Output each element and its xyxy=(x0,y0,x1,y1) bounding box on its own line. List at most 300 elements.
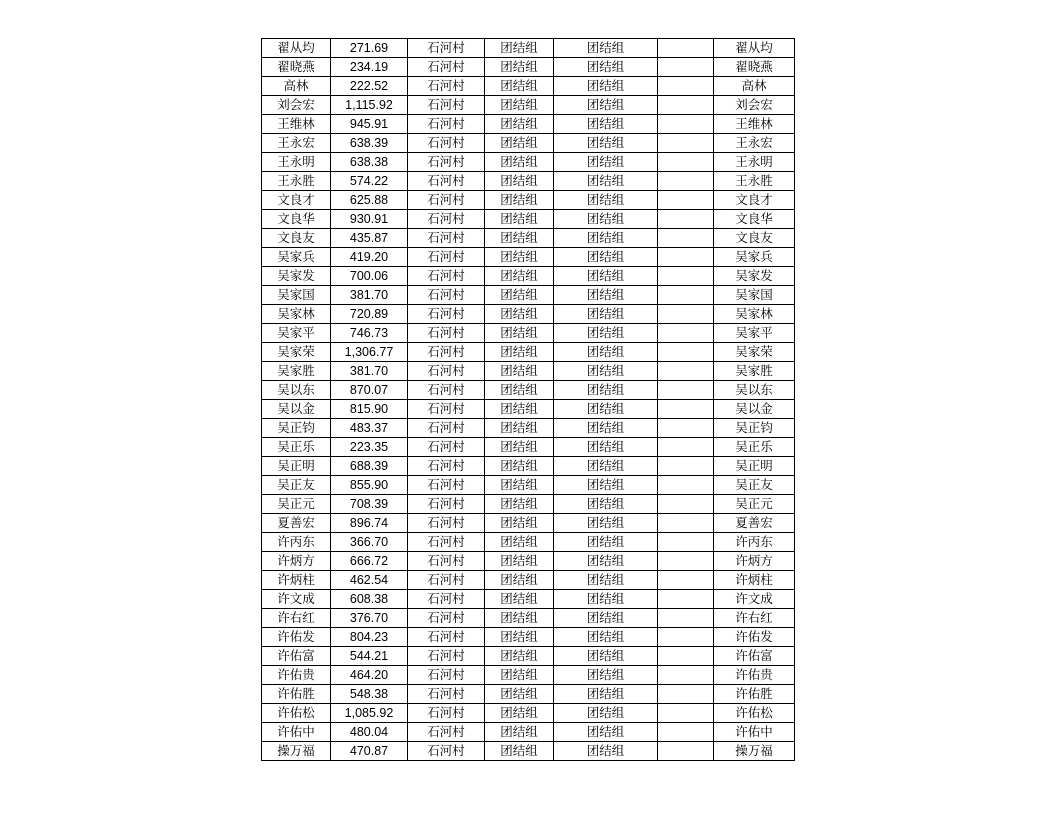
cell-name-2: 夏善宏 xyxy=(714,514,795,533)
cell-group: 团结组 xyxy=(485,571,554,590)
cell-name: 吴家国 xyxy=(262,286,331,305)
cell-group: 团结组 xyxy=(485,552,554,571)
table-row xyxy=(262,210,795,229)
cell-group: 团结组 xyxy=(485,381,554,400)
cell-amount: 945.91 xyxy=(331,115,408,134)
table-row xyxy=(262,248,795,267)
cell-blank xyxy=(658,438,714,457)
cell-group-2: 团结组 xyxy=(554,742,658,761)
cell-amount: 896.74 xyxy=(331,514,408,533)
table-row xyxy=(262,609,795,628)
cell-blank xyxy=(658,381,714,400)
cell-amount: 464.20 xyxy=(331,666,408,685)
cell-blank xyxy=(658,685,714,704)
cell-name-2: 王维林 xyxy=(714,115,795,134)
cell-village: 石河村 xyxy=(408,609,485,628)
table-row xyxy=(262,324,795,343)
cell-blank xyxy=(658,286,714,305)
cell-group-2: 团结组 xyxy=(554,647,658,666)
cell-name: 王永宏 xyxy=(262,134,331,153)
cell-name: 许炳柱 xyxy=(262,571,331,590)
data-table xyxy=(261,38,795,761)
cell-amount: 376.70 xyxy=(331,609,408,628)
cell-group-2: 团结组 xyxy=(554,400,658,419)
cell-amount: 855.90 xyxy=(331,476,408,495)
cell-blank xyxy=(658,666,714,685)
cell-group: 团结组 xyxy=(485,628,554,647)
cell-group-2: 团结组 xyxy=(554,628,658,647)
cell-amount: 1,085.92 xyxy=(331,704,408,723)
cell-group: 团结组 xyxy=(485,438,554,457)
table-row xyxy=(262,533,795,552)
cell-village: 石河村 xyxy=(408,571,485,590)
cell-group: 团结组 xyxy=(485,533,554,552)
cell-amount: 708.39 xyxy=(331,495,408,514)
cell-blank xyxy=(658,248,714,267)
cell-amount: 870.07 xyxy=(331,381,408,400)
cell-amount: 720.89 xyxy=(331,305,408,324)
cell-name: 吴家林 xyxy=(262,305,331,324)
cell-amount: 548.38 xyxy=(331,685,408,704)
cell-name-2: 吴以东 xyxy=(714,381,795,400)
cell-group-2: 团结组 xyxy=(554,552,658,571)
cell-name: 许佑中 xyxy=(262,723,331,742)
table-row xyxy=(262,362,795,381)
cell-blank xyxy=(658,172,714,191)
cell-name: 许佑富 xyxy=(262,647,331,666)
table-row xyxy=(262,153,795,172)
cell-amount: 381.70 xyxy=(331,362,408,381)
cell-name: 高林 xyxy=(262,77,331,96)
cell-group: 团结组 xyxy=(485,590,554,609)
cell-blank xyxy=(658,58,714,77)
cell-blank xyxy=(658,533,714,552)
cell-name: 吴家发 xyxy=(262,267,331,286)
cell-village: 石河村 xyxy=(408,286,485,305)
cell-village: 石河村 xyxy=(408,685,485,704)
cell-name-2: 吴家平 xyxy=(714,324,795,343)
cell-name: 刘会宏 xyxy=(262,96,331,115)
cell-blank xyxy=(658,267,714,286)
cell-group-2: 团结组 xyxy=(554,495,658,514)
cell-amount: 574.22 xyxy=(331,172,408,191)
cell-name-2: 许佑胜 xyxy=(714,685,795,704)
cell-group-2: 团结组 xyxy=(554,58,658,77)
cell-name: 许佑发 xyxy=(262,628,331,647)
cell-blank xyxy=(658,39,714,58)
cell-group: 团结组 xyxy=(485,324,554,343)
cell-name-2: 吴以金 xyxy=(714,400,795,419)
table-row xyxy=(262,704,795,723)
cell-village: 石河村 xyxy=(408,134,485,153)
cell-name: 翟从均 xyxy=(262,39,331,58)
cell-blank xyxy=(658,77,714,96)
cell-name: 王维林 xyxy=(262,115,331,134)
cell-group: 团结组 xyxy=(485,286,554,305)
cell-village: 石河村 xyxy=(408,666,485,685)
cell-name: 吴家兵 xyxy=(262,248,331,267)
cell-group: 团结组 xyxy=(485,362,554,381)
cell-name-2: 吴家胜 xyxy=(714,362,795,381)
cell-amount: 470.87 xyxy=(331,742,408,761)
cell-group-2: 团结组 xyxy=(554,96,658,115)
cell-blank xyxy=(658,324,714,343)
table-row xyxy=(262,628,795,647)
table-row xyxy=(262,39,795,58)
table-row xyxy=(262,286,795,305)
cell-name-2: 许右红 xyxy=(714,609,795,628)
cell-amount: 804.23 xyxy=(331,628,408,647)
cell-name-2: 操万福 xyxy=(714,742,795,761)
cell-blank xyxy=(658,96,714,115)
cell-group-2: 团结组 xyxy=(554,248,658,267)
cell-amount: 625.88 xyxy=(331,191,408,210)
cell-amount: 480.04 xyxy=(331,723,408,742)
cell-name: 吴正元 xyxy=(262,495,331,514)
table-row xyxy=(262,685,795,704)
cell-amount: 746.73 xyxy=(331,324,408,343)
cell-village: 石河村 xyxy=(408,362,485,381)
cell-name-2: 许佑发 xyxy=(714,628,795,647)
cell-group-2: 团结组 xyxy=(554,438,658,457)
cell-group-2: 团结组 xyxy=(554,362,658,381)
cell-village: 石河村 xyxy=(408,343,485,362)
cell-group-2: 团结组 xyxy=(554,172,658,191)
cell-group: 团结组 xyxy=(485,704,554,723)
cell-name: 许丙东 xyxy=(262,533,331,552)
cell-name-2: 许炳方 xyxy=(714,552,795,571)
table-row xyxy=(262,96,795,115)
cell-group: 团结组 xyxy=(485,172,554,191)
cell-amount: 608.38 xyxy=(331,590,408,609)
cell-blank xyxy=(658,419,714,438)
table-row xyxy=(262,571,795,590)
table-row xyxy=(262,267,795,286)
cell-name-2: 吴家兵 xyxy=(714,248,795,267)
cell-name-2: 吴家荣 xyxy=(714,343,795,362)
cell-name-2: 吴正元 xyxy=(714,495,795,514)
cell-name-2: 吴正友 xyxy=(714,476,795,495)
cell-group: 团结组 xyxy=(485,685,554,704)
cell-blank xyxy=(658,305,714,324)
cell-group-2: 团结组 xyxy=(554,77,658,96)
cell-name-2: 文良友 xyxy=(714,229,795,248)
cell-group-2: 团结组 xyxy=(554,457,658,476)
cell-group: 团结组 xyxy=(485,248,554,267)
cell-name-2: 文良才 xyxy=(714,191,795,210)
cell-village: 石河村 xyxy=(408,590,485,609)
table-row xyxy=(262,590,795,609)
cell-group: 团结组 xyxy=(485,514,554,533)
cell-group: 团结组 xyxy=(485,476,554,495)
cell-name-2: 吴正乐 xyxy=(714,438,795,457)
cell-name: 许右红 xyxy=(262,609,331,628)
cell-village: 石河村 xyxy=(408,476,485,495)
cell-village: 石河村 xyxy=(408,457,485,476)
cell-group: 团结组 xyxy=(485,400,554,419)
cell-name-2: 吴正钧 xyxy=(714,419,795,438)
cell-amount: 435.87 xyxy=(331,229,408,248)
cell-name: 吴以东 xyxy=(262,381,331,400)
cell-name: 吴家平 xyxy=(262,324,331,343)
cell-name-2: 吴家林 xyxy=(714,305,795,324)
cell-village: 石河村 xyxy=(408,77,485,96)
table-row xyxy=(262,419,795,438)
cell-name: 夏善宏 xyxy=(262,514,331,533)
cell-blank xyxy=(658,362,714,381)
table-row xyxy=(262,666,795,685)
cell-name-2: 许炳柱 xyxy=(714,571,795,590)
cell-blank xyxy=(658,400,714,419)
cell-name: 吴正明 xyxy=(262,457,331,476)
cell-group: 团结组 xyxy=(485,229,554,248)
cell-amount: 666.72 xyxy=(331,552,408,571)
cell-name-2: 刘会宏 xyxy=(714,96,795,115)
cell-name-2: 吴家发 xyxy=(714,267,795,286)
cell-name-2: 许文成 xyxy=(714,590,795,609)
cell-amount: 688.39 xyxy=(331,457,408,476)
cell-name: 王永胜 xyxy=(262,172,331,191)
cell-amount: 381.70 xyxy=(331,286,408,305)
cell-amount: 1,306.77 xyxy=(331,343,408,362)
cell-group: 团结组 xyxy=(485,305,554,324)
cell-amount: 700.06 xyxy=(331,267,408,286)
cell-village: 石河村 xyxy=(408,229,485,248)
cell-blank xyxy=(658,609,714,628)
cell-group-2: 团结组 xyxy=(554,343,658,362)
table-row xyxy=(262,381,795,400)
cell-amount: 462.54 xyxy=(331,571,408,590)
cell-name: 文良华 xyxy=(262,210,331,229)
cell-blank xyxy=(658,647,714,666)
table-row xyxy=(262,191,795,210)
table-row xyxy=(262,229,795,248)
cell-amount: 483.37 xyxy=(331,419,408,438)
cell-name-2: 许丙东 xyxy=(714,533,795,552)
cell-name-2: 翟从均 xyxy=(714,39,795,58)
cell-name: 吴家荣 xyxy=(262,343,331,362)
cell-name-2: 高林 xyxy=(714,77,795,96)
cell-name-2: 王永宏 xyxy=(714,134,795,153)
cell-name: 翟晓燕 xyxy=(262,58,331,77)
cell-village: 石河村 xyxy=(408,381,485,400)
cell-group-2: 团结组 xyxy=(554,609,658,628)
cell-amount: 638.39 xyxy=(331,134,408,153)
table-row xyxy=(262,400,795,419)
cell-amount: 223.35 xyxy=(331,438,408,457)
cell-name-2: 吴家国 xyxy=(714,286,795,305)
cell-blank xyxy=(658,153,714,172)
cell-blank xyxy=(658,590,714,609)
cell-group-2: 团结组 xyxy=(554,191,658,210)
cell-group: 团结组 xyxy=(485,609,554,628)
cell-blank xyxy=(658,704,714,723)
cell-village: 石河村 xyxy=(408,514,485,533)
cell-blank xyxy=(658,115,714,134)
table-row xyxy=(262,742,795,761)
cell-name: 吴家胜 xyxy=(262,362,331,381)
cell-blank xyxy=(658,457,714,476)
cell-amount: 234.19 xyxy=(331,58,408,77)
cell-amount: 366.70 xyxy=(331,533,408,552)
table-row xyxy=(262,115,795,134)
cell-group: 团结组 xyxy=(485,153,554,172)
cell-name: 操万福 xyxy=(262,742,331,761)
cell-name-2: 翟晓燕 xyxy=(714,58,795,77)
table-row xyxy=(262,495,795,514)
cell-group: 团结组 xyxy=(485,58,554,77)
cell-group: 团结组 xyxy=(485,210,554,229)
cell-group: 团结组 xyxy=(485,39,554,58)
cell-amount: 930.91 xyxy=(331,210,408,229)
cell-group-2: 团结组 xyxy=(554,476,658,495)
cell-group: 团结组 xyxy=(485,419,554,438)
cell-group-2: 团结组 xyxy=(554,533,658,552)
cell-village: 石河村 xyxy=(408,419,485,438)
cell-blank xyxy=(658,210,714,229)
cell-village: 石河村 xyxy=(408,723,485,742)
cell-village: 石河村 xyxy=(408,172,485,191)
cell-village: 石河村 xyxy=(408,115,485,134)
cell-name-2: 王永明 xyxy=(714,153,795,172)
cell-group-2: 团结组 xyxy=(554,381,658,400)
cell-amount: 271.69 xyxy=(331,39,408,58)
cell-blank xyxy=(658,552,714,571)
cell-name: 许佑贵 xyxy=(262,666,331,685)
cell-village: 石河村 xyxy=(408,628,485,647)
cell-village: 石河村 xyxy=(408,210,485,229)
cell-name: 吴以金 xyxy=(262,400,331,419)
cell-village: 石河村 xyxy=(408,704,485,723)
cell-village: 石河村 xyxy=(408,58,485,77)
cell-blank xyxy=(658,628,714,647)
cell-group: 团结组 xyxy=(485,647,554,666)
table-row xyxy=(262,58,795,77)
cell-blank xyxy=(658,476,714,495)
table-row xyxy=(262,305,795,324)
cell-village: 石河村 xyxy=(408,647,485,666)
cell-village: 石河村 xyxy=(408,742,485,761)
table-row xyxy=(262,438,795,457)
cell-village: 石河村 xyxy=(408,96,485,115)
cell-group-2: 团结组 xyxy=(554,210,658,229)
cell-name-2: 文良华 xyxy=(714,210,795,229)
cell-village: 石河村 xyxy=(408,39,485,58)
cell-name-2: 许佑中 xyxy=(714,723,795,742)
cell-name: 吴正乐 xyxy=(262,438,331,457)
cell-village: 石河村 xyxy=(408,400,485,419)
table-row xyxy=(262,172,795,191)
cell-village: 石河村 xyxy=(408,248,485,267)
cell-amount: 419.20 xyxy=(331,248,408,267)
cell-group-2: 团结组 xyxy=(554,286,658,305)
cell-group: 团结组 xyxy=(485,96,554,115)
cell-name: 许炳方 xyxy=(262,552,331,571)
cell-amount: 638.38 xyxy=(331,153,408,172)
table-body xyxy=(262,39,795,761)
cell-name-2: 许佑松 xyxy=(714,704,795,723)
cell-group: 团结组 xyxy=(485,191,554,210)
cell-village: 石河村 xyxy=(408,438,485,457)
cell-name: 许文成 xyxy=(262,590,331,609)
cell-name-2: 许佑富 xyxy=(714,647,795,666)
cell-blank xyxy=(658,134,714,153)
cell-group: 团结组 xyxy=(485,457,554,476)
table-row xyxy=(262,723,795,742)
cell-village: 石河村 xyxy=(408,153,485,172)
cell-group-2: 团结组 xyxy=(554,305,658,324)
table-row xyxy=(262,134,795,153)
table-row xyxy=(262,514,795,533)
cell-blank xyxy=(658,343,714,362)
cell-blank xyxy=(658,742,714,761)
cell-name: 许佑胜 xyxy=(262,685,331,704)
cell-village: 石河村 xyxy=(408,267,485,286)
cell-group-2: 团结组 xyxy=(554,324,658,343)
cell-name: 文良才 xyxy=(262,191,331,210)
cell-group: 团结组 xyxy=(485,77,554,96)
cell-group-2: 团结组 xyxy=(554,267,658,286)
cell-group-2: 团结组 xyxy=(554,134,658,153)
table-row xyxy=(262,552,795,571)
cell-village: 石河村 xyxy=(408,533,485,552)
cell-blank xyxy=(658,191,714,210)
cell-group: 团结组 xyxy=(485,134,554,153)
cell-amount: 1,115.92 xyxy=(331,96,408,115)
cell-blank xyxy=(658,229,714,248)
cell-group: 团结组 xyxy=(485,742,554,761)
cell-group: 团结组 xyxy=(485,115,554,134)
cell-amount: 815.90 xyxy=(331,400,408,419)
table-row xyxy=(262,77,795,96)
cell-name: 许佑松 xyxy=(262,704,331,723)
cell-group-2: 团结组 xyxy=(554,419,658,438)
cell-group: 团结组 xyxy=(485,343,554,362)
cell-name-2: 王永胜 xyxy=(714,172,795,191)
table-row xyxy=(262,647,795,666)
cell-name-2: 吴正明 xyxy=(714,457,795,476)
cell-village: 石河村 xyxy=(408,191,485,210)
cell-group: 团结组 xyxy=(485,723,554,742)
cell-group-2: 团结组 xyxy=(554,229,658,248)
cell-blank xyxy=(658,495,714,514)
cell-village: 石河村 xyxy=(408,305,485,324)
cell-village: 石河村 xyxy=(408,495,485,514)
cell-group: 团结组 xyxy=(485,495,554,514)
cell-group-2: 团结组 xyxy=(554,685,658,704)
cell-name: 文良友 xyxy=(262,229,331,248)
table-row xyxy=(262,457,795,476)
cell-amount: 544.21 xyxy=(331,647,408,666)
cell-group-2: 团结组 xyxy=(554,571,658,590)
cell-village: 石河村 xyxy=(408,552,485,571)
cell-name-2: 许佑贵 xyxy=(714,666,795,685)
cell-village: 石河村 xyxy=(408,324,485,343)
cell-blank xyxy=(658,723,714,742)
cell-blank xyxy=(658,571,714,590)
cell-name: 吴正友 xyxy=(262,476,331,495)
cell-group-2: 团结组 xyxy=(554,153,658,172)
cell-group: 团结组 xyxy=(485,666,554,685)
cell-group-2: 团结组 xyxy=(554,115,658,134)
cell-amount: 222.52 xyxy=(331,77,408,96)
cell-group-2: 团结组 xyxy=(554,39,658,58)
table-row xyxy=(262,343,795,362)
cell-group-2: 团结组 xyxy=(554,704,658,723)
table-row xyxy=(262,476,795,495)
cell-name: 王永明 xyxy=(262,153,331,172)
cell-group-2: 团结组 xyxy=(554,514,658,533)
